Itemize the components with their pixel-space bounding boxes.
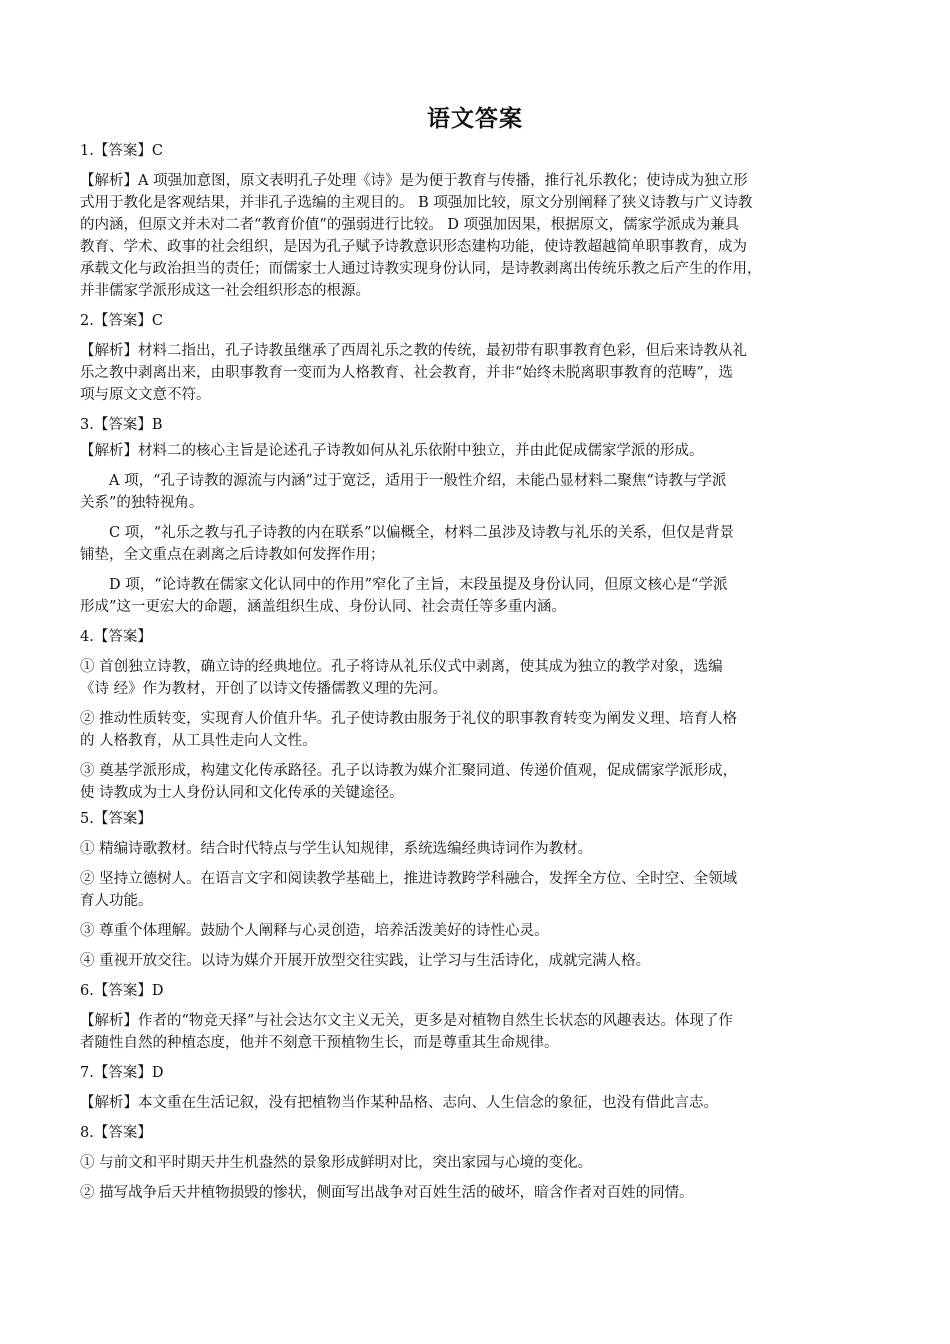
q3-option-d-line: 形成”这一更宏大的命题，涵盖组织生成、身份认同、社会责任等多重内涵。 <box>80 599 566 615</box>
q8-point-1: ① 与前文和平时期天井生机盎然的景象形成鲜明对比，突出家园与心境的变化。 <box>80 1155 593 1171</box>
q8-point-2: ② 描写战争后天井植物损毁的惨状，侧面写出战争对百姓生活的破坏，暗含作者对百姓的同情。 <box>80 1185 694 1201</box>
q6-answer: 6.【答案】D <box>80 983 164 999</box>
q4-point-line: 使 诗教成为士人身份认同和文化传承的关键途径。 <box>80 785 404 801</box>
q4-answer: 4.【答案】 <box>80 629 152 645</box>
q4-point-line: ③ 奠基学派形成，构建文化传承路径。孔子以诗教为媒介汇聚同道、传递价值观，促成儒家学派形成， <box>80 763 738 779</box>
q2-analysis-line: 乐之教中剥离出来，由职事教育一变而为人格教育、社会教育，并非“始终未脱离职事教育的范畴”，选 <box>80 365 733 381</box>
q7-analysis: 【解析】本文重在生活记叙，没有把植物当作某种品格、志向、人生信念的象征，也没有借此言志。 <box>80 1095 718 1111</box>
q3-option-a-line: 关系”的独特视角。 <box>80 495 204 511</box>
q1-analysis-line: 承载文化与政治担当的责任；而儒家士人通过诗教实现身份认同，是诗教剥离出传统乐教之后产生的作用， <box>80 261 762 277</box>
q4-point-line: ② 推动性质转变，实现育人价值升华。孔子使诗教由服务于礼仪的职事教育转变为阐发义理、培育人格 <box>80 711 738 727</box>
q3-answer: 3.【答案】B <box>80 417 163 433</box>
q3-analysis: 【解析】材料二的核心主旨是论述孔子诗教如何从礼乐依附中独立，并由此促成儒家学派的形成。 <box>80 443 704 459</box>
q1-analysis <box>80 170 870 302</box>
q2-analysis <box>80 340 870 406</box>
q1-analysis-line: 式用于教化是客观结果，并非孔子选编的主观目的。 B 项强加比较，原文分别阐释了狭义诗教与广义诗教 <box>80 195 753 211</box>
q1-analysis-line: 教育、学术、政事的社会组织，是因为孔子赋予诗教意识形态建构功能，使诗教超越简单职事教育，成为 <box>80 239 747 255</box>
q5-point-3: ③ 尊重个体理解。鼓励个人阐释与心灵创造，培养活泼美好的诗性心灵。 <box>80 923 549 939</box>
q1-analysis-line: 的内涵，但原文并未对二者“教育价值”的强弱进行比较。 D 项强加因果，根据原文，儒家学派成为兼具 <box>80 217 740 233</box>
q4-point-3 <box>80 760 870 804</box>
q1-answer: 1.【答案】C <box>80 143 163 159</box>
q2-analysis-line: 【解析】材料二指出，孔子诗教虽继承了西周礼乐之教的传统，最初带有职事教育色彩，但后来诗教从礼 <box>80 343 747 359</box>
q4-point-line: 的 人格教育，从工具性走向人文性。 <box>80 733 317 749</box>
q3-option-a-line: A 项，“孔子诗教的源流与内涵”过于宽泛，适用于一般性介绍，未能凸显材料二聚焦“诗教与学派 <box>80 473 727 489</box>
q5-point-1: ① 精编诗歌教材。结合时代特点与学生认知规律，系统选编经典诗词作为教材。 <box>80 841 593 857</box>
q4-point-line: ① 首创独立诗教，确立诗的经典地位。孔子将诗从礼乐仪式中剥离，使其成为独立的教学对象，选编 <box>80 659 723 675</box>
q2-answer: 2.【答案】C <box>80 313 163 329</box>
q2-analysis-line: 项与原文文意不符。 <box>80 387 211 403</box>
q4-point-line: 《诗 经》作为教材，开创了以诗文传播儒教义理的先河。 <box>80 681 448 697</box>
q3-option-c-line: C 项，“礼乐之教与孔子诗教的内在联系”以偏概全，材料二虽涉及诗教与礼乐的关系，但仅是背景 <box>80 525 735 541</box>
q3-option-c <box>80 522 870 566</box>
q1-analysis-line: 【解析】A 项强加意图，原文表明孔子处理《诗》是为便于教育与传播，推行礼乐教化；使诗成为独立形 <box>80 173 748 189</box>
q5-point-line: ② 坚持立德树人。在语言文字和阅读教学基础上，推进诗教跨学科融合，发挥全方位、全时空、全领域 <box>80 871 738 887</box>
q6-analysis <box>80 1010 870 1054</box>
page-title: 语文答案 <box>427 106 523 132</box>
q6-analysis-line: 者随性自然的种植态度，他并不刻意干预植物生长，而是尊重其生命规律。 <box>80 1035 559 1051</box>
q5-point-4: ④ 重视开放交往。以诗为媒介开展开放型交往实践，让学习与生活诗化，成就完满人格。 <box>80 953 651 969</box>
q5-answer: 5.【答案】 <box>80 811 152 827</box>
q8-answer: 8.【答案】 <box>80 1125 152 1141</box>
q3-option-c-line: 铺垫，全文重点在剥离之后诗教如何发挥作用； <box>80 547 385 563</box>
q4-point-2 <box>80 708 870 752</box>
q3-option-d <box>80 574 870 618</box>
q5-point-2 <box>80 868 870 912</box>
q1-analysis-line: 并非儒家学派形成这一社会组织形态的根源。 <box>80 283 370 299</box>
q6-analysis-line: 【解析】作者的“物竞天择”与社会达尔文主义无关，更多是对植物自然生长状态的风趣表达。体现了作 <box>80 1013 733 1029</box>
q7-answer: 7.【答案】D <box>80 1065 164 1081</box>
q3-option-a <box>80 470 870 514</box>
q5-point-line: 育人功能。 <box>80 893 153 909</box>
q4-point-1 <box>80 656 870 700</box>
answer-content <box>80 140 870 1204</box>
q3-option-d-line: D 项，“论诗教在儒家文化认同中的作用”窄化了主旨，末段虽提及身份认同，但原文核心是“学派 <box>80 577 728 593</box>
